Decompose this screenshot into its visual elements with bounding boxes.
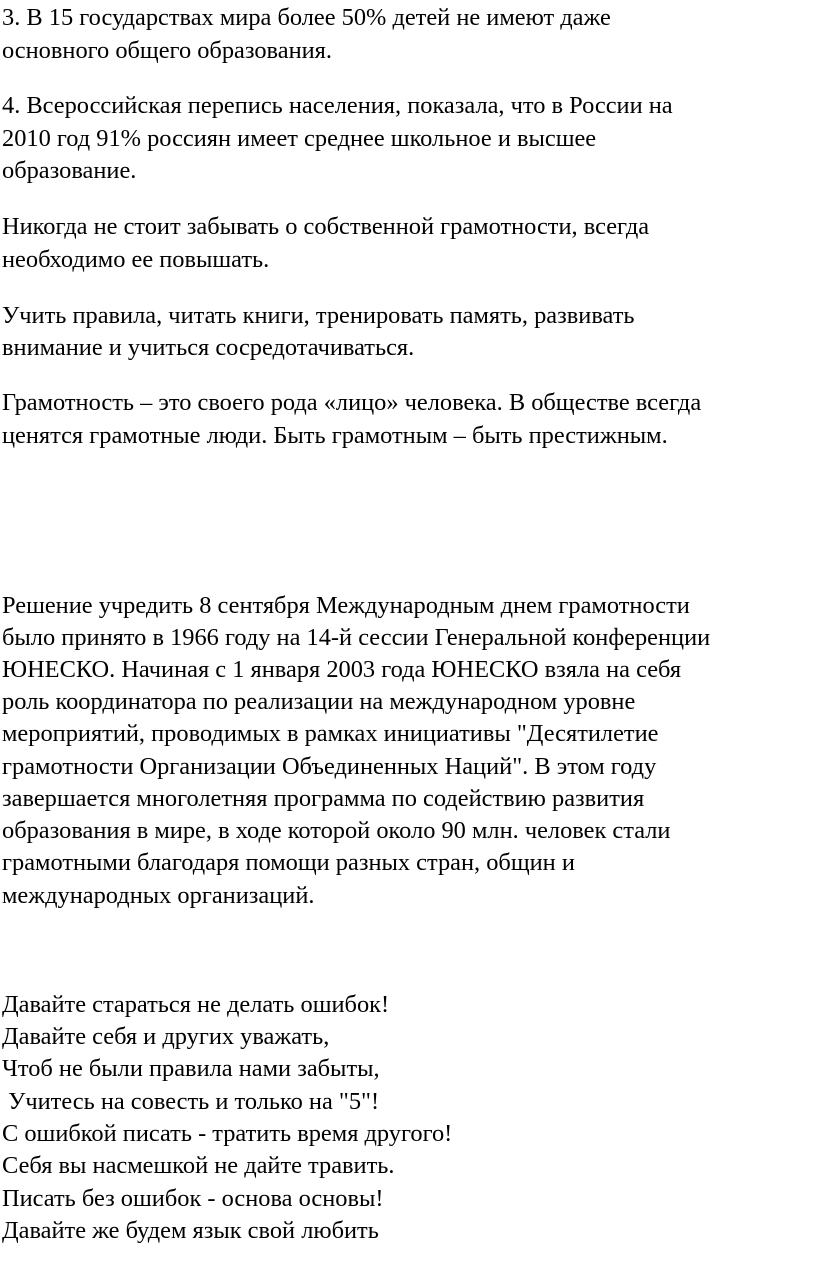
poem-line: Учитесь на совесть и только на "5"! (2, 1088, 380, 1115)
poem-line: Чтоб не были правила нами забыты, (2, 1055, 380, 1082)
poem-line: Себя вы насмешкой не дайте травить. (2, 1152, 395, 1179)
poem-line: Давайте стараться не делать ошибок! (2, 991, 390, 1018)
text-line: внимание и учиться сосредотачиваться. (2, 334, 415, 361)
poem-line: Давайте же будем язык свой любить (2, 1217, 379, 1244)
text-line: мероприятий, проводимых в рамках инициативы "Десятилетие (2, 720, 659, 747)
text-line: необходимо ее повышать. (2, 246, 270, 273)
text-line: 4. Всероссийская перепись населения, показала, что в России на (2, 92, 673, 119)
text-line: Никогда не стоит забывать о собственной грамотности, всегда (2, 213, 650, 240)
poem-line: Давайте себя и других уважать, (2, 1023, 330, 1050)
text-line: ЮНЕСКО. Начиная с 1 января 2003 года ЮНЕСКО взяла на себя (2, 656, 682, 683)
text-line: грамотными благодаря помощи разных стран, общин и (2, 849, 575, 876)
poem-line: Писать без ошибок - основа основы! (2, 1185, 384, 1212)
text-line: Учить правила, читать книги, тренировать память, развивать (2, 302, 635, 329)
poem-line: С ошибкой писать - тратить время другого! (2, 1120, 453, 1147)
text-line: 3. В 15 государствах мира более 50% детей не имеют даже (2, 4, 611, 31)
text-line: ценятся грамотные люди. Быть грамотным – быть престижным. (2, 422, 668, 449)
text-line: грамотности Организации Объединенных Наций". В этом году (2, 753, 657, 780)
text-line: образование. (2, 157, 137, 184)
text-line: Решение учредить 8 сентября Международным днем грамотности (2, 592, 690, 619)
text-line: основного общего образования. (2, 37, 332, 64)
text-line: Грамотность – это своего рода «лицо» человека. В обществе всегда (2, 389, 702, 416)
text-line: роль координатора по реализации на международном уровне (2, 688, 636, 715)
text-line: международных организаций. (2, 882, 315, 909)
text-line: завершается многолетняя программа по содействию развития (2, 785, 645, 812)
text-line: было принято в 1966 году на 14-й сессии Генеральной конференции (2, 624, 711, 651)
text-line: образования в мире, в ходе которой около 90 млн. человек стали (2, 817, 671, 844)
text-line: 2010 год 91% россиян имеет среднее школьное и высшее (2, 125, 597, 152)
